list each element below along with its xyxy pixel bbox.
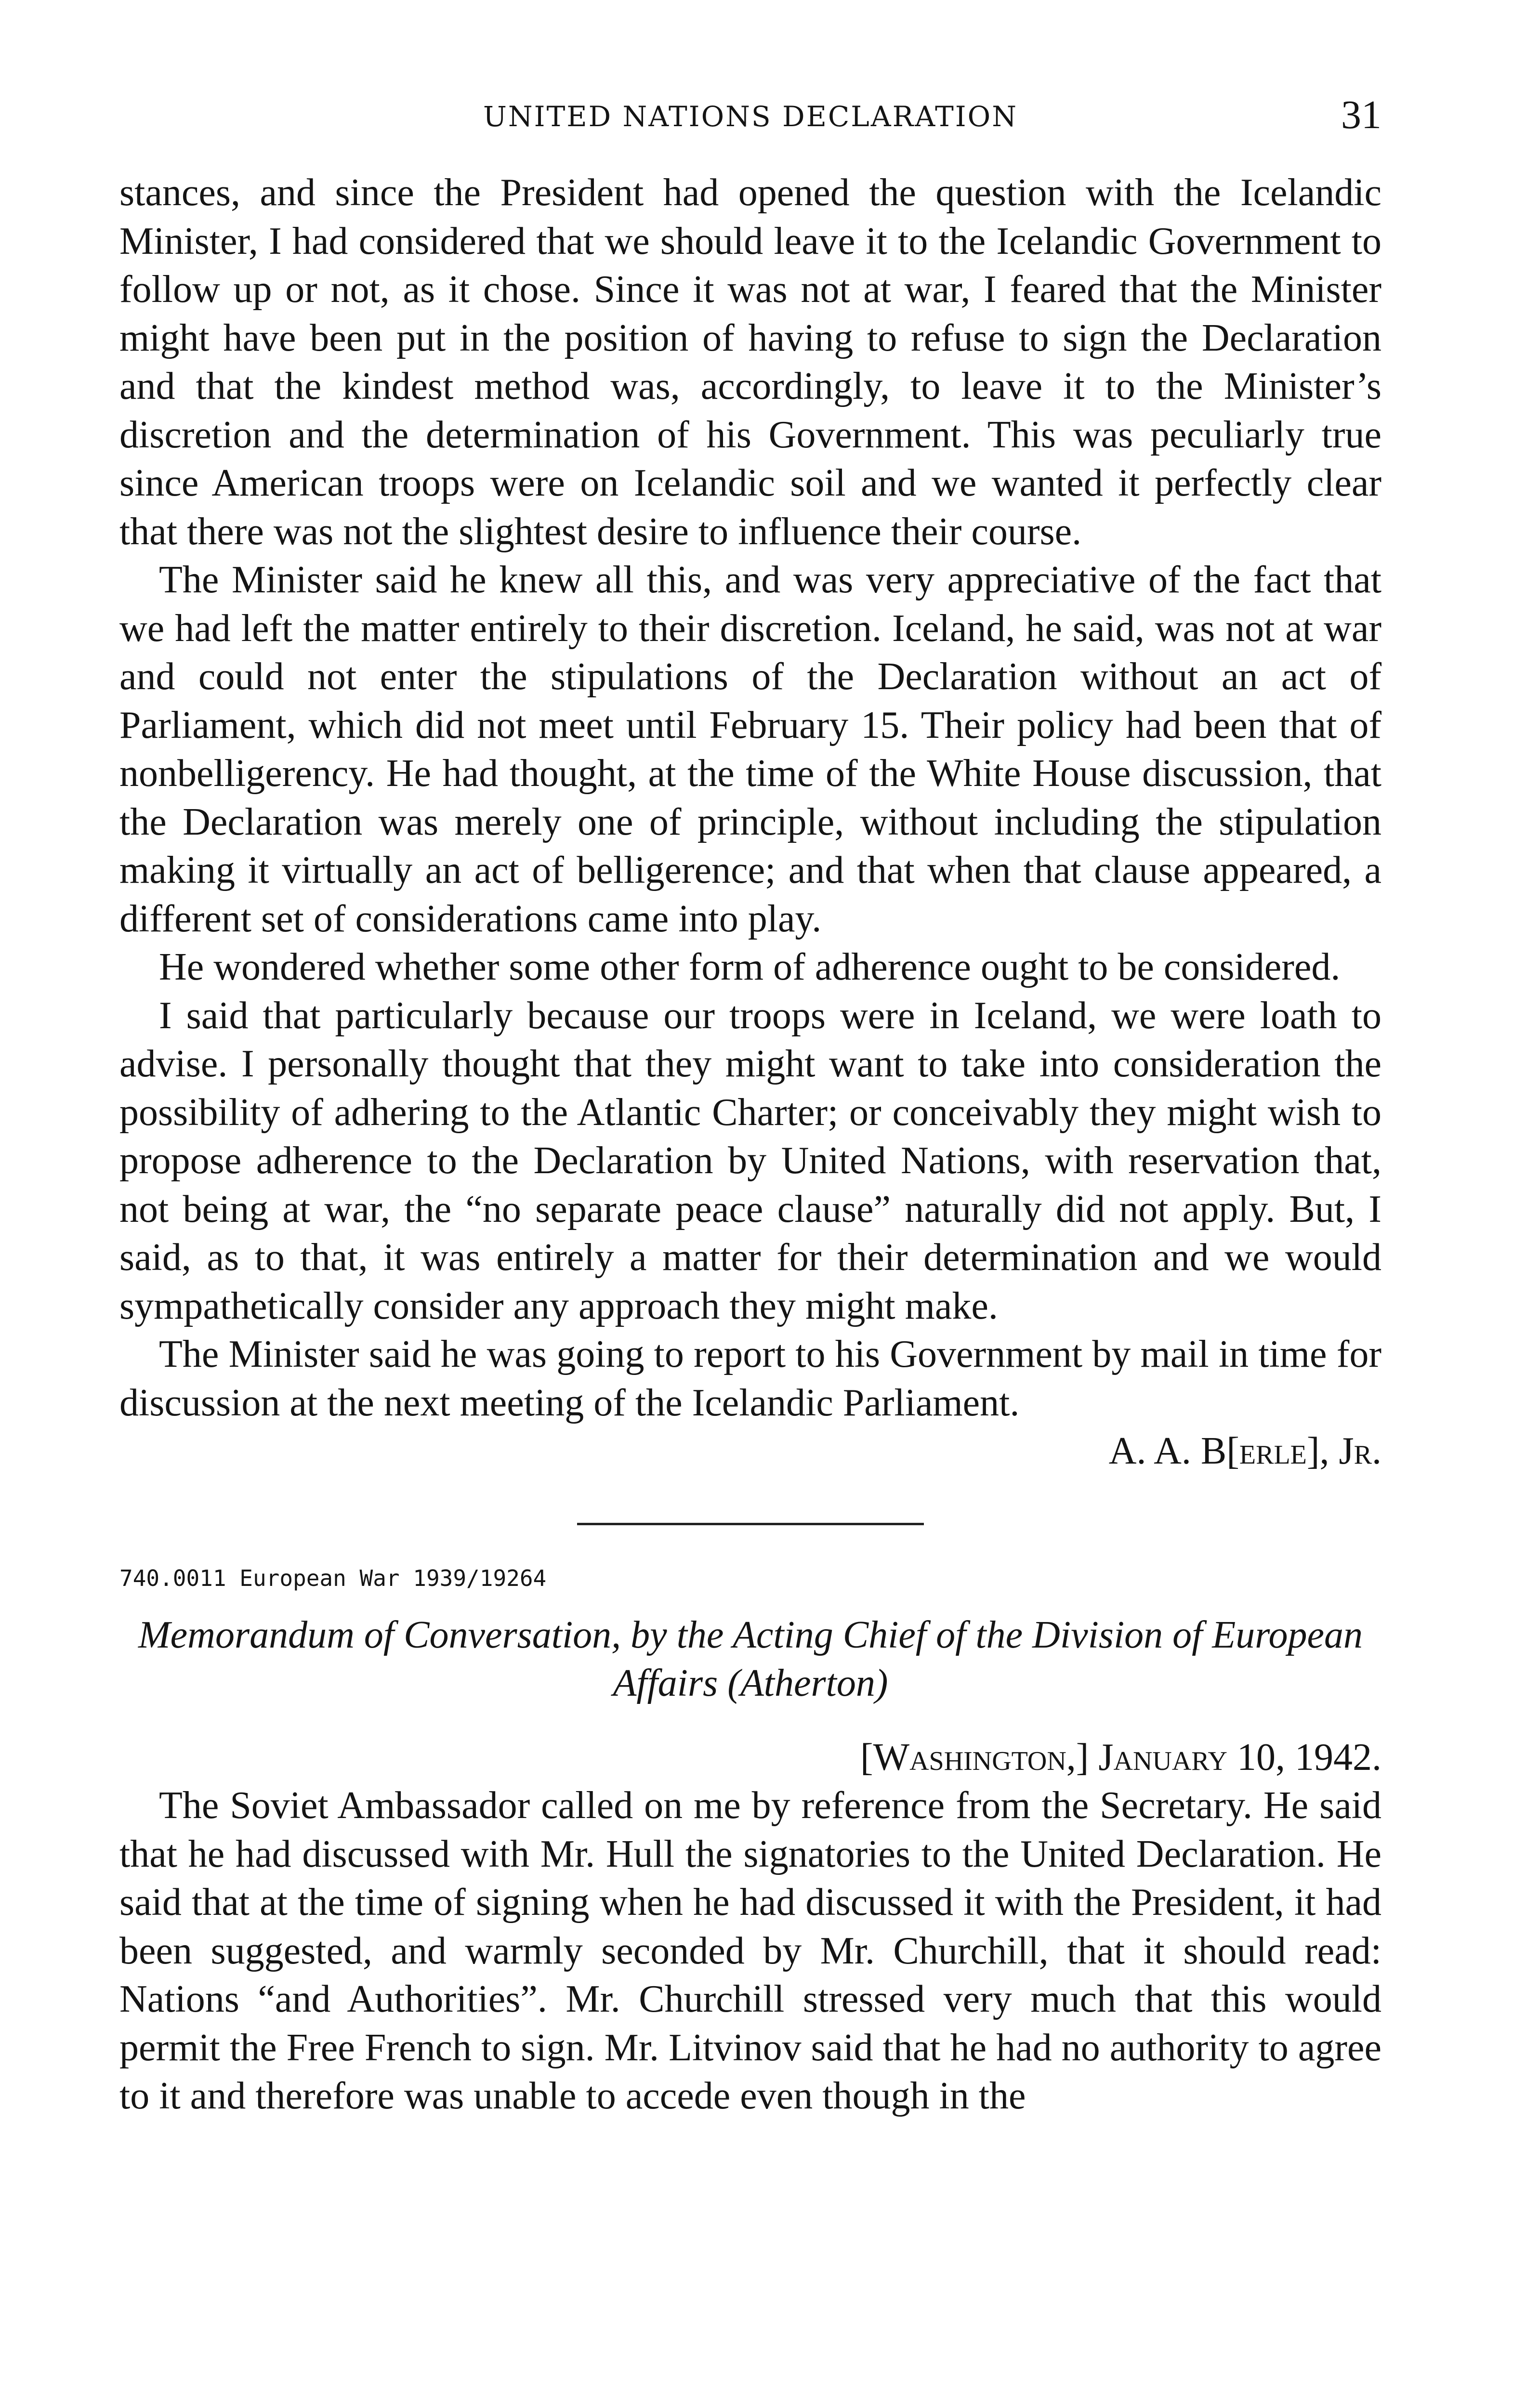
- section-divider: [577, 1523, 924, 1525]
- paragraph: He wondered whether some other form of adherence ought to be considered.: [159, 946, 1341, 988]
- running-title: UNITED NATIONS DECLARATION: [483, 100, 1018, 133]
- dateline: [Washington,] January 10, 1942.: [860, 1736, 1381, 1779]
- signature: A. A. B[erle], Jr.: [1108, 1430, 1381, 1472]
- paragraph-continuation: stances, and since the President had opened the question with the Icelandic Minister, I had considered that we should leave it to the Icelandic Government to follow up or not, as it chose. Since it was not at war, I feared that the Minister might have been put in the position of having to refuse to sign the Declaration and that the kindest method was, accordingly, to leave it to the Minister’s discretion and the determination of his Government. This was peculiarly true since American troops were on Icelandic soil and we wanted it perfectly clear that there was not the slightest desire to influence their course.: [119, 171, 1381, 553]
- body-text: [119, 169, 1381, 2120]
- paragraph: I said that particularly because our troops were in Iceland, we were loath to advise. I personally thought that they might want to take into consideration the possibility of adhering to the Atlantic Charter; or conceivably they might wish to propose adherence to the Declaration by United Nations, with reservation that, not being at war, the “no separate peace clause” naturally did not apply. But, I said, as to that, it was entirely a matter for their determination and we would sympathetically consider any approach they might make.: [119, 994, 1381, 1327]
- document-page: [119, 0, 1381, 2408]
- file-reference: 740.0011 European War 1939/19264: [119, 1565, 547, 1591]
- paragraph: The Minister said he was going to report to his Government by mail in time for discussion at the next meeting of the Icelandic Parliament.: [119, 1333, 1381, 1424]
- paragraph: The Soviet Ambassador called on me by reference from the Secretary. He said that he had discussed with Mr. Hull the signatories to the United Declaration. He said that at the time of signing when he had discussed it with the President, it had been suggested, and warmly seconded by Mr. Churchill, that it should read: Nations “and Authorities”. Mr. Churchill stressed very much that this would permit the Free French to sign. Mr. Litvinov said that he had no authority to agree to it and therefore was unable to accede even though in the: [119, 1784, 1381, 2117]
- memo-title: Memorandum of Conversation, by the Acting Chief of the Division of European Affairs (Atherton): [138, 1613, 1363, 1704]
- running-header: [119, 92, 1381, 135]
- paragraph: The Minister said he knew all this, and was very appreciative of the fact that we had left the matter entirely to their discretion. Iceland, he said, was not at war and could not enter the stipulations of the Declaration without an act of Parliament, which did not meet until February 15. Their policy had been that of nonbelligerency. He had thought, at the time of the White House discussion, that the Declaration was merely one of principle, without including the stipulation making it virtually an act of belligerence; and that when that clause appeared, a different set of considerations came into play.: [119, 559, 1381, 940]
- page-number: 31: [1341, 92, 1381, 137]
